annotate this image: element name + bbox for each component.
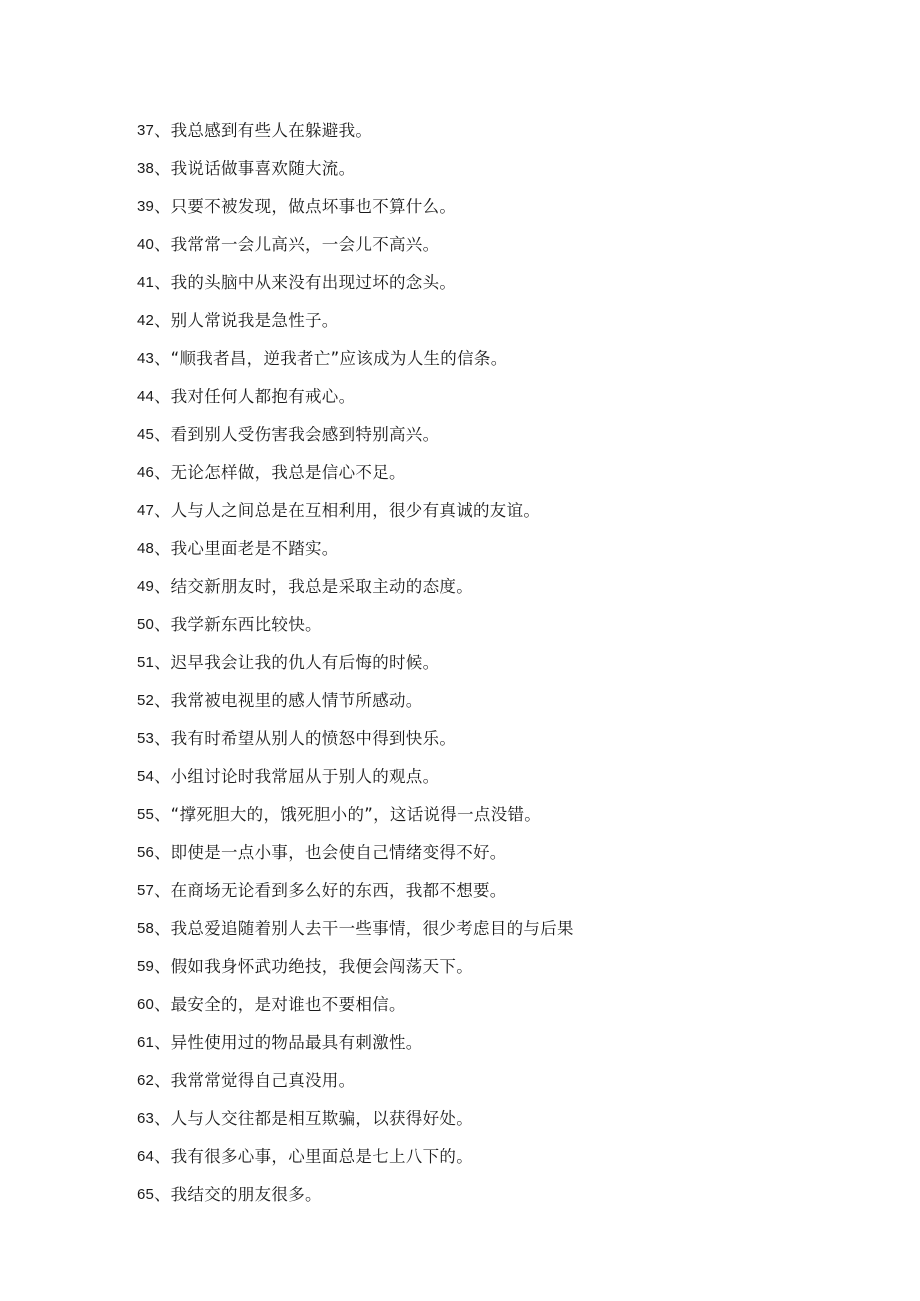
item-text: 人与人交往都是相互欺骗，以获得好处。 <box>170 1109 473 1128</box>
questionnaire-item <box>137 614 837 652</box>
item-number: 48 <box>137 540 155 557</box>
item-number: 56 <box>137 844 155 861</box>
questionnaire-item <box>137 766 837 804</box>
item-separator: 、 <box>154 1147 171 1166</box>
item-number: 54 <box>137 768 155 785</box>
questionnaire-item <box>137 1108 837 1146</box>
questionnaire-item <box>137 462 837 500</box>
questionnaire-item <box>137 1070 837 1108</box>
item-number: 41 <box>137 274 155 291</box>
item-number: 43 <box>137 350 155 367</box>
item-separator: 、 <box>154 1185 171 1204</box>
questionnaire-item <box>137 918 837 956</box>
questionnaire-item <box>137 310 837 348</box>
item-separator: 、 <box>154 957 171 976</box>
item-separator: 、 <box>154 843 171 862</box>
questionnaire-item <box>137 728 837 766</box>
item-separator: 、 <box>154 539 171 558</box>
item-text: 无论怎样做，我总是信心不足。 <box>170 463 406 482</box>
questionnaire-item <box>137 348 837 386</box>
item-separator: 、 <box>154 577 171 596</box>
item-number: 47 <box>137 502 155 519</box>
questionnaire-item <box>137 880 837 918</box>
questionnaire-item <box>137 272 837 310</box>
item-number: 37 <box>137 122 155 139</box>
questionnaire-item <box>137 652 837 690</box>
item-number: 52 <box>137 692 155 709</box>
item-text: 我心里面老是不踏实。 <box>170 539 339 558</box>
item-text: 在商场无论看到多么好的东西，我都不想要。 <box>170 881 507 900</box>
questionnaire-item <box>137 1032 837 1070</box>
item-number: 38 <box>137 160 155 177</box>
questionnaire-item <box>137 158 837 196</box>
item-text: 最安全的，是对谁也不要相信。 <box>170 995 406 1014</box>
item-number: 63 <box>137 1110 155 1127</box>
questionnaire-item <box>137 500 837 538</box>
questionnaire-item <box>137 234 837 272</box>
questionnaire-item <box>137 994 837 1032</box>
item-separator: 、 <box>154 501 171 520</box>
item-text: 别人常说我是急性子。 <box>170 311 339 330</box>
item-text: 我总感到有些人在躲避我。 <box>170 121 373 140</box>
item-text: 我有时希望从别人的愤怒中得到快乐。 <box>170 729 457 748</box>
item-number: 62 <box>137 1072 155 1089</box>
item-number: 55 <box>137 806 155 823</box>
item-text: 我说话做事喜欢随大流。 <box>170 159 356 178</box>
item-number: 65 <box>137 1186 155 1203</box>
item-separator: 、 <box>154 995 171 1014</box>
item-separator: 、 <box>154 463 171 482</box>
item-separator: 、 <box>154 729 171 748</box>
questionnaire-item <box>137 1184 837 1222</box>
item-number: 50 <box>137 616 155 633</box>
item-text: 人与人之间总是在互相利用，很少有真诚的友谊。 <box>170 501 541 520</box>
item-number: 40 <box>137 236 155 253</box>
item-text: 假如我身怀武功绝技，我便会闯荡天下。 <box>170 957 473 976</box>
questionnaire-item <box>137 842 837 880</box>
item-number: 53 <box>137 730 155 747</box>
item-text: 看到别人受伤害我会感到特别高兴。 <box>170 425 440 444</box>
item-number: 49 <box>137 578 155 595</box>
item-text: 我对任何人都抱有戒心。 <box>170 387 356 406</box>
item-number: 61 <box>137 1034 155 1051</box>
item-text: 我学新东西比较快。 <box>170 615 322 634</box>
item-number: 58 <box>137 920 155 937</box>
item-text: 即使是一点小事，也会使自己情绪变得不好。 <box>170 843 507 862</box>
item-number: 60 <box>137 996 155 1013</box>
item-separator: 、 <box>154 919 171 938</box>
item-separator: 、 <box>154 1033 171 1052</box>
questionnaire-list <box>137 120 837 1222</box>
questionnaire-item <box>137 538 837 576</box>
item-text: 我结交的朋友很多。 <box>170 1185 322 1204</box>
questionnaire-item <box>137 956 837 994</box>
item-separator: 、 <box>154 349 171 368</box>
item-separator: 、 <box>154 881 171 900</box>
item-number: 44 <box>137 388 155 405</box>
item-number: 46 <box>137 464 155 481</box>
item-separator: 、 <box>154 159 171 178</box>
item-text: 我常常一会儿高兴，一会儿不高兴。 <box>170 235 440 254</box>
item-text: 我有很多心事，心里面总是七上八下的。 <box>170 1147 473 1166</box>
questionnaire-item <box>137 576 837 614</box>
item-number: 64 <box>137 1148 155 1165</box>
item-separator: 、 <box>154 653 171 672</box>
questionnaire-item <box>137 196 837 234</box>
item-text: 我总爱追随着别人去干一些事情，很少考虑目的与后果 <box>170 919 574 938</box>
questionnaire-item <box>137 424 837 462</box>
item-text: “顺我者昌，逆我者亡”应该成为人生的信条。 <box>170 349 508 368</box>
item-separator: 、 <box>154 273 171 292</box>
questionnaire-item <box>137 120 837 158</box>
item-text: 迟早我会让我的仇人有后悔的时候。 <box>170 653 440 672</box>
item-text: 我常常觉得自己真没用。 <box>170 1071 356 1090</box>
item-number: 59 <box>137 958 155 975</box>
questionnaire-item <box>137 1146 837 1184</box>
item-separator: 、 <box>154 235 171 254</box>
item-separator: 、 <box>154 311 171 330</box>
item-text: 异性使用过的物品最具有刺激性。 <box>170 1033 423 1052</box>
item-separator: 、 <box>154 805 171 824</box>
item-separator: 、 <box>154 425 171 444</box>
item-separator: 、 <box>154 615 171 634</box>
item-text: 结交新朋友时，我总是采取主动的态度。 <box>170 577 473 596</box>
item-text: “撑死胆大的，饿死胆小的”，这话说得一点没错。 <box>170 805 542 824</box>
item-number: 51 <box>137 654 155 671</box>
item-number: 42 <box>137 312 155 329</box>
item-separator: 、 <box>154 1071 171 1090</box>
item-text: 只要不被发现，做点坏事也不算什么。 <box>170 197 457 216</box>
item-text: 我的头脑中从来没有出现过坏的念头。 <box>170 273 457 292</box>
item-number: 45 <box>137 426 155 443</box>
item-text: 我常被电视里的感人情节所感动。 <box>170 691 423 710</box>
item-separator: 、 <box>154 691 171 710</box>
questionnaire-item <box>137 804 837 842</box>
item-number: 39 <box>137 198 155 215</box>
item-text: 小组讨论时我常屈从于别人的观点。 <box>170 767 440 786</box>
item-separator: 、 <box>154 121 171 140</box>
item-number: 57 <box>137 882 155 899</box>
questionnaire-item <box>137 690 837 728</box>
item-separator: 、 <box>154 387 171 406</box>
questionnaire-item <box>137 386 837 424</box>
item-separator: 、 <box>154 1109 171 1128</box>
item-separator: 、 <box>154 197 171 216</box>
item-separator: 、 <box>154 767 171 786</box>
